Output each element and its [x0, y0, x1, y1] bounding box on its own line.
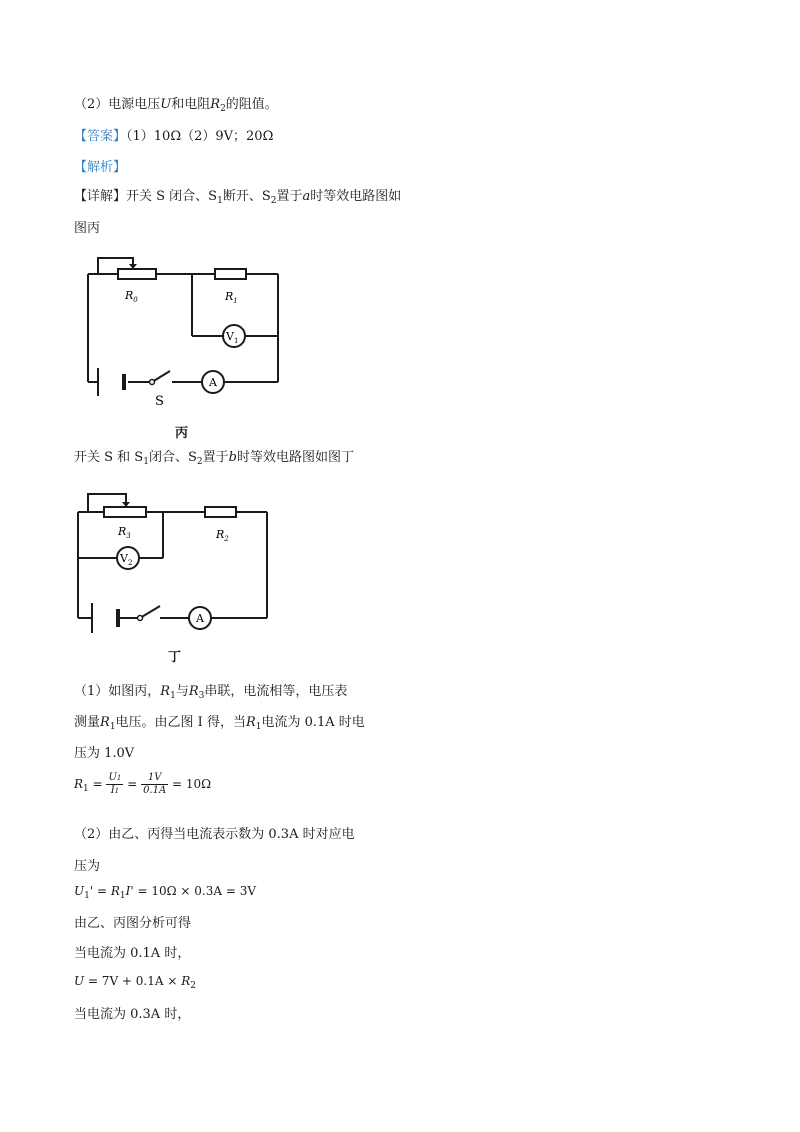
answer-line — [74, 128, 273, 146]
ding-sub-2: 2 — [196, 457, 203, 467]
detail-text-1: 开关 S 闭合、S — [126, 189, 218, 204]
label-r2: $R_2$ — [216, 528, 229, 543]
p2-b: 电压。由乙图 Ⅰ 得，当 — [115, 715, 246, 730]
q2-prefix: （2）电源电压 — [74, 97, 161, 112]
eq1-equals-2: = — [123, 777, 142, 791]
line-ding-intro — [74, 449, 354, 471]
eq1-lhs-sub: 1 — [83, 784, 89, 794]
p2-a: 测量 — [74, 715, 101, 730]
p1-r1-sub: 1 — [170, 691, 176, 701]
label-v1: $V_1$ — [226, 330, 239, 345]
para-2-line-2: 压为 — [74, 859, 101, 874]
q2-r-sub: 2 — [220, 104, 226, 114]
q2-u-symbol: U — [160, 97, 172, 112]
eq3-mid: = 7V + 0.1A × — [84, 974, 182, 988]
para-2-line-1: （2）由乙、丙得当电流表示数为 0.3A 时对应电 — [74, 827, 355, 842]
circuit-diagram-ding — [70, 488, 300, 638]
eq1-fraction-2: $\frac{1V}{0.1A}$ — [143, 772, 167, 796]
p1-r3: R — [188, 684, 199, 699]
detail-text-2: 断开、S — [222, 189, 271, 204]
para-1-line-1 — [74, 683, 347, 705]
eq1-fraction-1: $\frac{U1}{I1}$ — [108, 772, 122, 796]
ding-text-3: 置于 — [202, 450, 229, 465]
caption-ding: 丁 — [168, 650, 182, 665]
p2-r1b-sub: 1 — [255, 722, 262, 732]
circuit-diagram-bing — [80, 252, 320, 422]
analysis-line — [74, 159, 126, 177]
label-switch: S — [155, 394, 164, 409]
detail-line — [74, 188, 401, 210]
eq2-lhs-sub: 1 — [84, 891, 90, 901]
label-r1: $R_1$ — [225, 290, 238, 305]
para-1-line-3: 压为 1.0V — [74, 746, 135, 761]
p2-r1-sub: 1 — [109, 722, 116, 732]
detail-text-3: 置于 — [276, 189, 303, 204]
p1-r1: R — [160, 684, 171, 699]
q2-suffix: 的阻值。 — [225, 97, 278, 112]
question-2 — [74, 96, 278, 118]
eq1-rhs: = 10Ω — [168, 777, 212, 791]
answer-label: 【答案】 — [74, 129, 127, 144]
p1-b: 与 — [175, 684, 189, 699]
para-current-03: 当电流为 0.3A 时， — [74, 1007, 191, 1022]
eq2-r-sub: 1 — [119, 891, 126, 901]
detail-label: 【详解】 — [74, 189, 127, 204]
p1-a: （1）如图丙， — [74, 684, 161, 699]
caption-bing: 丙 — [175, 426, 189, 441]
detail-sub-1: 1 — [217, 196, 223, 206]
detail-sub-2: 2 — [270, 196, 277, 206]
eq2-lhs: U — [74, 884, 85, 898]
para-analysis: 由乙、丙图分析可得 — [74, 916, 192, 931]
label-ammeter: A — [209, 376, 217, 389]
q2-mid: 和电阻 — [171, 97, 211, 112]
eq3-u: U — [74, 974, 85, 988]
eq2-i: I' — [125, 884, 134, 898]
ding-text-2: 闭合、S — [148, 450, 197, 465]
ding-text-1: 开关 S 和 S — [74, 450, 144, 465]
eq1-lhs: R — [74, 777, 84, 791]
equation-r1 — [74, 772, 211, 801]
label-ammeter-ding: A — [196, 612, 204, 625]
para-1-line-2 — [74, 714, 365, 736]
p1-r3-sub: 3 — [198, 691, 205, 701]
detail-a: a — [302, 189, 311, 204]
eq3-r-sub: 2 — [190, 981, 197, 991]
eq3-r: R — [181, 974, 191, 988]
eq2-r: R — [110, 884, 120, 898]
ding-sub-1: 1 — [143, 457, 149, 467]
p1-c: 串联，电流相等，电压表 — [204, 684, 348, 699]
equation-u — [74, 972, 196, 995]
label-r0: $R_0$ — [125, 289, 138, 304]
p2-r1b: R — [245, 715, 256, 730]
p2-r1: R — [100, 715, 110, 730]
eq2-prime: ' = — [89, 884, 111, 898]
q2-r-symbol: R — [210, 97, 221, 112]
answer-text: （1）10Ω（2）9V；20Ω — [126, 129, 274, 144]
label-v2: $V_2$ — [120, 552, 133, 567]
label-r3: $R_3$ — [118, 525, 131, 540]
ding-text-4: 时等效电路图如图丁 — [236, 450, 354, 465]
detail-line-2: 图丙 — [74, 221, 101, 236]
eq2-rest: = 10Ω × 0.3A = 3V — [133, 884, 256, 898]
analysis-label: 【解析】 — [74, 160, 127, 175]
p2-c: 电流为 0.1A 时电 — [261, 715, 365, 730]
eq1-equals: = — [88, 777, 107, 791]
ding-b: b — [228, 450, 237, 465]
para-current-01: 当电流为 0.1A 时， — [74, 946, 191, 961]
equation-u1 — [74, 882, 256, 905]
detail-text-4: 时等效电路图如 — [310, 189, 402, 204]
